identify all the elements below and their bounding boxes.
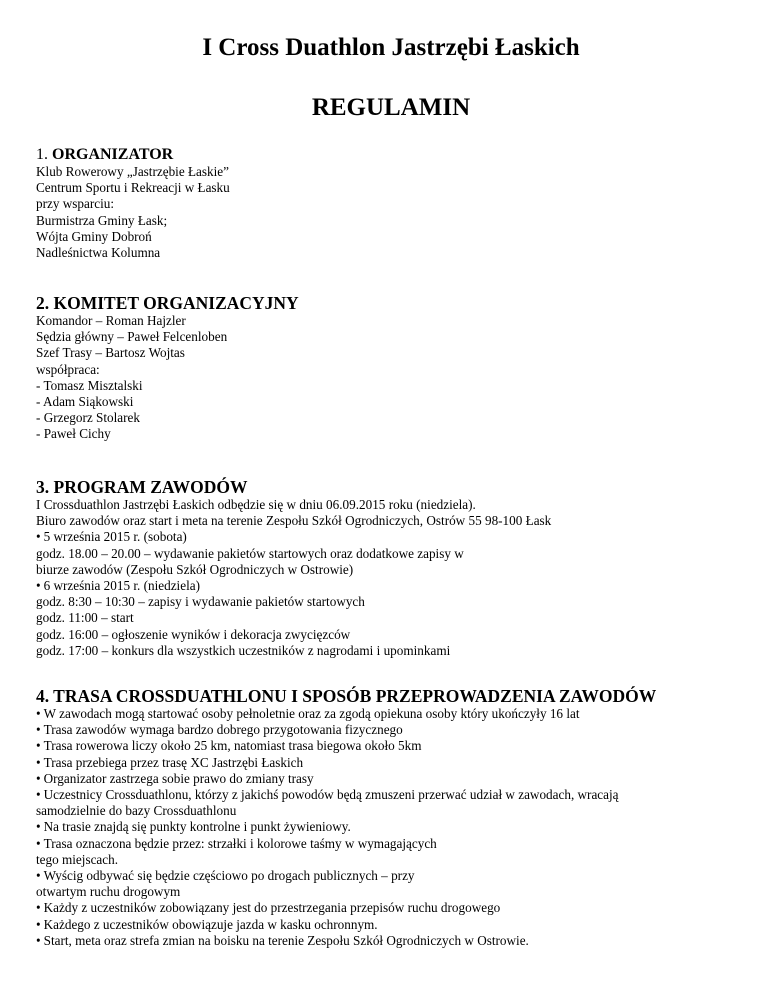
section-committee-title: 2. KOMITET ORGANIZACYJNY	[36, 293, 299, 313]
program-line: godz. 18.00 – 20.00 – wydawanie pakietów startowych oraz dodatkowe zapisy w	[36, 545, 464, 561]
route-bullet: • Start, meta oraz strefa zmian na boisku na terenie Zespołu Szkół Ogrodniczych w Ostrowie.	[36, 933, 746, 949]
route-bullet: • Każdego z uczestników obowiązuje jazda w kasku ochronnym.	[36, 917, 746, 933]
section-route-title: 4. TRASA CROSSDUATHLONU I SPOSÓB PRZEPROWADZENIA ZAWODÓW	[36, 686, 657, 706]
route-line: tego miejscach.	[36, 851, 119, 867]
organizer-line: Wójta Gminy Dobroń	[36, 228, 152, 244]
section-committee	[36, 293, 746, 443]
organizer-line: przy wsparciu:	[36, 196, 114, 212]
section-program-title: 3. PROGRAM ZAWODÓW	[36, 477, 248, 497]
section-route	[36, 686, 746, 949]
committee-line: Szef Trasy – Bartosz Wojtas	[36, 345, 185, 361]
program-line: Biuro zawodów oraz start i meta na terenie Zespołu Szkół Ogrodniczych, Ostrów 55 98-100 Łask	[36, 513, 552, 529]
route-bullet: • Organizator zastrzega sobie prawo do zmiany trasy	[36, 771, 746, 787]
route-bullet: • Każdy z uczestników zobowiązany jest do przestrzegania przepisów ruchu drogowego	[36, 900, 746, 916]
document-subtitle: REGULAMIN	[311, 94, 471, 121]
route-bullet: • Trasa przebiega przez trasę XC Jastrzębi Łaskich	[36, 755, 746, 771]
route-bullet: • Uczestnicy Crossduathlonu, którzy z jakichś powodów będą zmuszeni przerwać udział w zawodach, wracają	[36, 787, 746, 803]
committee-line: - Paweł Cichy	[36, 426, 111, 442]
program-line: biurze zawodów (Zespołu Szkół Ogrodniczych w Ostrowie)	[36, 561, 354, 577]
committee-line: - Grzegorz Stolarek	[36, 410, 140, 426]
organizer-line: Nadleśnictwa Kolumna	[36, 245, 161, 261]
route-line: samodzielnie do bazy Crossduathlonu	[36, 803, 237, 819]
document-title: I Cross Duathlon Jastrzębi Łaskich	[202, 34, 580, 61]
route-bullet: • Trasa zawodów wymaga bardzo dobrego przygotowania fizycznego	[36, 722, 746, 738]
committee-line: Komandor – Roman Hajzler	[36, 313, 186, 328]
program-bullet: • 5 września 2015 r. (sobota)	[36, 529, 746, 545]
section-organizer-title: ORGANIZATOR	[52, 146, 174, 163]
route-bullet: • Trasa rowerowa liczy około 25 km, natomiast trasa biegowa około 5km	[36, 738, 746, 754]
program-line: godz. 16:00 – ogłoszenie wyników i dekoracja zwycięzców	[36, 626, 351, 642]
section-organizer	[36, 145, 746, 261]
program-line: godz. 8:30 – 10:30 – zapisy i wydawanie pakietów startowych	[36, 594, 365, 610]
route-bullet: • W zawodach mogą startować osoby pełnoletnie oraz za zgodą opiekuna osoby który ukończyły 16 lat	[36, 706, 746, 722]
program-line: I Crossduathlon Jastrzębi Łaskich odbędzie się w dniu 06.09.2015 roku (niedziela).	[36, 497, 476, 512]
organizer-line: Burmistrza Gminy Łask;	[36, 212, 168, 228]
route-bullet: • Trasa oznaczona będzie przez: strzałki i kolorowe taśmy w wymagających	[36, 836, 746, 852]
organizer-line: Centrum Sportu i Rekreacji w Łasku	[36, 180, 230, 196]
program-line: godz. 11:00 – start	[36, 610, 134, 626]
section-program	[36, 477, 746, 659]
program-bullet: • 6 września 2015 r. (niedziela)	[36, 578, 746, 594]
committee-line: - Tomasz Misztalski	[36, 377, 143, 393]
section-organizer-heading	[36, 145, 746, 164]
organizer-line: Klub Rowerowy „Jastrzębie Łaskie”	[36, 164, 229, 179]
route-bullet: • Wyścig odbywać się będzie częściowo po drogach publicznych – przy	[36, 868, 746, 884]
committee-line: - Adam Siąkowski	[36, 394, 134, 410]
program-line: godz. 17:00 – konkurs dla wszystkich uczestników z nagrodami i upominkami	[36, 642, 451, 658]
committee-line: Sędzia główny – Paweł Felcenloben	[36, 329, 228, 345]
route-bullet: • Na trasie znajdą się punkty kontrolne i punkt żywieniowy.	[36, 819, 746, 835]
route-line: otwartym ruchu drogowym	[36, 884, 181, 900]
section-organizer-number: 1.	[36, 146, 48, 163]
committee-line: współpraca:	[36, 361, 100, 377]
